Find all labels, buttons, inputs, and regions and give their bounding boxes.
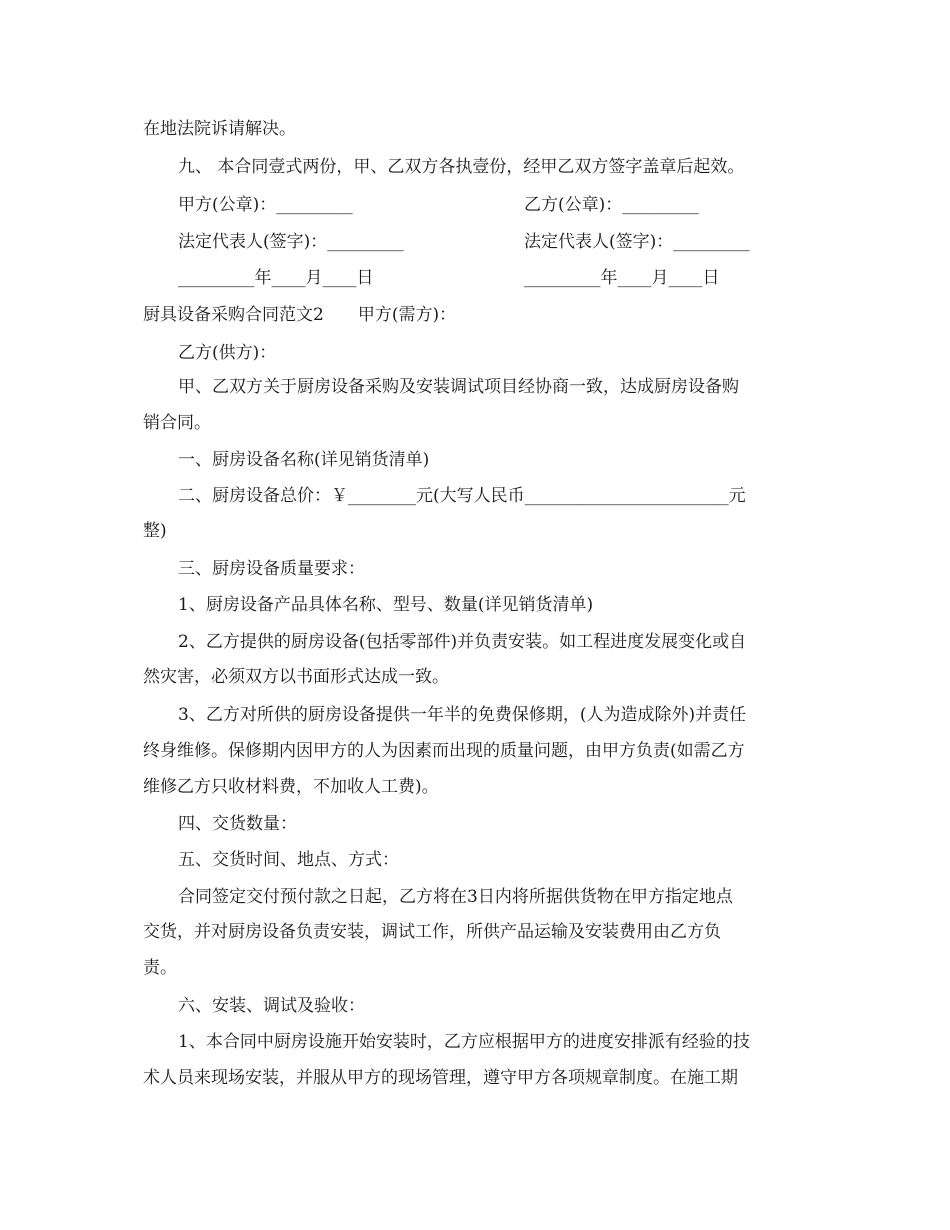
text-line: 乙方(供方)：: [178, 343, 277, 363]
text-line: 术人员来现场安装，并服从甲方的现场管理，遵守甲方各项规章制度。在施工期: [143, 1068, 738, 1088]
party-b-date: _________年____月____日: [524, 268, 720, 288]
text-line: 六、安装、调试及验收：: [178, 996, 365, 1016]
text-line: 五、交货时间、地点、方式：: [178, 850, 399, 870]
text-line: 1、厨房设备产品具体名称、型号、数量(详见销货清单): [178, 595, 594, 615]
text-line: 甲、乙双方关于厨房设备采购及安装调试项目经协商一致，达成厨房设备购: [178, 377, 739, 397]
text-line: 合同签定交付预付款之日起，乙方将在3日内将所据供货物在甲方指定地点: [178, 887, 733, 907]
text-line: 整): [143, 521, 167, 541]
text-line: 维修乙方只收材料费，不加收人工费)。: [143, 777, 439, 797]
text-line: 然灾害，必须双方以书面形式达成一致。: [143, 667, 449, 687]
text-line: 一、厨房设备名称(详见销货清单): [178, 450, 430, 470]
party-a-seal: 甲方(公章)：_________: [178, 195, 353, 215]
text-line: 厨具设备采购合同范文2 甲方(需方)：: [143, 305, 457, 325]
text-line: 3、乙方对所供的厨房设备提供一年半的免费保修期，(人为造成除外)并责任: [178, 705, 747, 725]
party-b-rep: 法定代表人(签字)：_________: [524, 232, 750, 252]
text-line: 2、乙方提供的厨房设备(包括零部件)并负责安装。如工程进度发展变化或自: [178, 632, 747, 652]
text-line: 责。: [143, 958, 177, 978]
party-a-date: _________年____月____日: [178, 268, 374, 288]
text-line: 三、厨房设备质量要求：: [178, 559, 365, 579]
text-line: 交货，并对厨房设备负责安装，调试工作，所供产品运输及安装费用由乙方负: [143, 922, 721, 942]
text-line: 销合同。: [143, 413, 211, 433]
party-b-seal: 乙方(公章)：_________: [524, 195, 699, 215]
text-line: 九、 本合同壹式两份，甲、乙双方各执壹份，经甲乙双方签字盖章后起效。: [178, 157, 745, 177]
text-line: 1、本合同中厨房设施开始安装时，乙方应根据甲方的进度安排派有经验的技: [178, 1032, 750, 1052]
text-line: 二、厨房设备总价：￥________元(大写人民币________________________元: [178, 486, 746, 506]
text-line: 在地法院诉请解决。: [143, 119, 296, 139]
party-a-rep: 法定代表人(签字)：_________: [178, 232, 404, 252]
text-line: 四、交货数量：: [178, 814, 297, 834]
text-line: 终身维修。保修期内因甲方的人为因素而出现的质量问题，由甲方负责(如需乙方: [143, 741, 745, 761]
